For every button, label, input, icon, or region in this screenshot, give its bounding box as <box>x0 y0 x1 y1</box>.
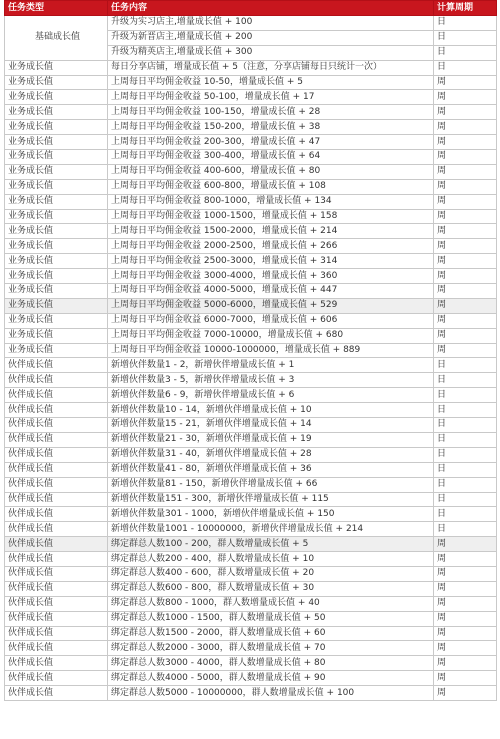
task-type-cell: 伙伴成长值 <box>5 477 108 492</box>
task-type-cell: 业务成长值 <box>5 75 108 90</box>
task-content-cell: 新增伙伴数量1001 - 10000000，新增伙伴增量成长值 + 214 <box>108 522 434 537</box>
task-type-cell: 伙伴成长值 <box>5 447 108 462</box>
period-cell: 周 <box>434 581 497 596</box>
period-cell: 周 <box>434 105 497 120</box>
period-cell: 日 <box>434 462 497 477</box>
table-row <box>5 284 497 299</box>
task-type-cell: 业务成长值 <box>5 90 108 105</box>
table-row <box>5 492 497 507</box>
period-cell: 周 <box>434 611 497 626</box>
task-type-cell: 伙伴成长值 <box>5 581 108 596</box>
period-cell: 周 <box>434 164 497 179</box>
task-type-cell: 伙伴成长值 <box>5 537 108 552</box>
table-row <box>5 179 497 194</box>
table-row <box>5 194 497 209</box>
task-content-cell: 上周每日平均佣金收益 400-600，增量成长值 + 80 <box>108 164 434 179</box>
task-content-cell: 绑定群总人数600 - 800，群人数增量成长值 + 30 <box>108 581 434 596</box>
task-content-cell: 新增伙伴数量81 - 150，新增伙伴增量成长值 + 66 <box>108 477 434 492</box>
task-type-cell: 伙伴成长值 <box>5 626 108 641</box>
task-type-cell: 伙伴成长值 <box>5 596 108 611</box>
task-type-cell: 业务成长值 <box>5 239 108 254</box>
task-type-cell: 业务成长值 <box>5 224 108 239</box>
task-content-cell: 上周每日平均佣金收益 100-150，增量成长值 + 28 <box>108 105 434 120</box>
table-row <box>5 641 497 656</box>
task-type-cell: 伙伴成长值 <box>5 432 108 447</box>
task-content-cell: 上周每日平均佣金收益 2500-3000，增量成长值 + 314 <box>108 254 434 269</box>
table-row <box>5 566 497 581</box>
table-body <box>5 16 497 701</box>
task-content-cell: 绑定群总人数400 - 600，群人数增量成长值 + 20 <box>108 566 434 581</box>
table-row <box>5 388 497 403</box>
period-cell: 周 <box>434 224 497 239</box>
task-content-cell: 绑定群总人数1500 - 2000，群人数增量成长值 + 60 <box>108 626 434 641</box>
period-cell: 周 <box>434 626 497 641</box>
table-row <box>5 343 497 358</box>
task-type-cell: 业务成长值 <box>5 120 108 135</box>
task-content-cell: 上周每日平均佣金收益 1000-1500，增量成长值 + 158 <box>108 209 434 224</box>
task-content-cell: 绑定群总人数1000 - 1500，群人数增量成长值 + 50 <box>108 611 434 626</box>
table-row <box>5 150 497 165</box>
task-content-cell: 上周每日平均佣金收益 50-100，增量成长值 + 17 <box>108 90 434 105</box>
period-cell: 周 <box>434 656 497 671</box>
task-content-cell: 上周每日平均佣金收益 3000-4000，增量成长值 + 360 <box>108 269 434 284</box>
task-type-cell: 伙伴成长值 <box>5 566 108 581</box>
period-cell: 周 <box>434 596 497 611</box>
table-row <box>5 75 497 90</box>
period-cell: 周 <box>434 150 497 165</box>
task-content-cell: 新增伙伴数量10 - 14，新增伙伴增量成长值 + 10 <box>108 403 434 418</box>
task-type-cell: 伙伴成长值 <box>5 522 108 537</box>
table-row <box>5 209 497 224</box>
period-cell: 周 <box>434 269 497 284</box>
task-type-cell: 业务成长值 <box>5 328 108 343</box>
task-content-cell: 上周每日平均佣金收益 150-200，增量成长值 + 38 <box>108 120 434 135</box>
table-row <box>5 656 497 671</box>
task-content-cell: 新增伙伴数量41 - 80，新增伙伴增量成长值 + 36 <box>108 462 434 477</box>
task-type-cell: 业务成长值 <box>5 254 108 269</box>
task-type-cell: 业务成长值 <box>5 179 108 194</box>
period-cell: 周 <box>434 239 497 254</box>
task-type-cell: 业务成长值 <box>5 313 108 328</box>
period-cell: 周 <box>434 194 497 209</box>
task-type-cell: 伙伴成长值 <box>5 492 108 507</box>
period-cell: 日 <box>434 522 497 537</box>
period-cell: 日 <box>434 432 497 447</box>
task-type-cell: 伙伴成长值 <box>5 671 108 686</box>
task-content-cell: 绑定群总人数2000 - 3000，群人数增量成长值 + 70 <box>108 641 434 656</box>
table-row <box>5 16 497 31</box>
task-type-cell: 业务成长值 <box>5 209 108 224</box>
period-cell: 周 <box>434 537 497 552</box>
header-task-type: 任务类型 <box>5 1 108 16</box>
task-content-cell: 绑定群总人数4000 - 5000，群人数增量成长值 + 90 <box>108 671 434 686</box>
task-type-cell: 业务成长值 <box>5 284 108 299</box>
task-content-cell: 新增伙伴数量3 - 5，新增伙伴增量成长值 + 3 <box>108 373 434 388</box>
task-type-cell: 业务成长值 <box>5 269 108 284</box>
period-cell: 日 <box>434 492 497 507</box>
task-type-cell: 伙伴成长值 <box>5 656 108 671</box>
task-type-cell: 伙伴成长值 <box>5 418 108 433</box>
task-content-cell: 上周每日平均佣金收益 800-1000，增量成长值 + 134 <box>108 194 434 209</box>
task-type-cell: 业务成长值 <box>5 194 108 209</box>
task-content-cell: 上周每日平均佣金收益 5000-6000，增量成长值 + 529 <box>108 298 434 313</box>
period-cell: 日 <box>434 403 497 418</box>
period-cell: 周 <box>434 135 497 150</box>
table-row <box>5 581 497 596</box>
task-type-cell: 伙伴成长值 <box>5 373 108 388</box>
table-row <box>5 135 497 150</box>
header-task-content: 任务内容 <box>108 1 434 16</box>
task-type-cell: 伙伴成长值 <box>5 641 108 656</box>
table-row <box>5 224 497 239</box>
table-row <box>5 60 497 75</box>
task-type-cell: 业务成长值 <box>5 135 108 150</box>
task-content-cell: 新增伙伴数量6 - 9，新增伙伴增量成长值 + 6 <box>108 388 434 403</box>
table-row <box>5 269 497 284</box>
table-row <box>5 90 497 105</box>
task-type-cell: 伙伴成长值 <box>5 388 108 403</box>
period-cell: 周 <box>434 552 497 567</box>
task-content-cell: 升级为实习店主,增量成长值 + 100 <box>108 16 434 31</box>
table-row <box>5 611 497 626</box>
period-cell: 日 <box>434 16 497 31</box>
basic-growth-type-cell: 基础成长值 <box>5 16 108 61</box>
table-row <box>5 671 497 686</box>
task-type-cell: 业务成长值 <box>5 60 108 75</box>
task-type-cell: 业务成长值 <box>5 164 108 179</box>
period-cell: 周 <box>434 641 497 656</box>
table-row <box>5 313 497 328</box>
table-row <box>5 358 497 373</box>
task-content-cell: 新增伙伴数量301 - 1000，新增伙伴增量成长值 + 150 <box>108 507 434 522</box>
task-content-cell: 升级为精英店主,增量成长值 + 300 <box>108 45 434 60</box>
task-type-cell: 伙伴成长值 <box>5 507 108 522</box>
task-content-cell: 绑定群总人数5000 - 10000000，群人数增量成长值 + 100 <box>108 686 434 701</box>
period-cell: 日 <box>434 373 497 388</box>
task-type-cell: 伙伴成长值 <box>5 403 108 418</box>
task-content-cell: 上周每日平均佣金收益 300-400，增量成长值 + 64 <box>108 150 434 165</box>
table-row <box>5 164 497 179</box>
task-content-cell: 绑定群总人数100 - 200，群人数增量成长值 + 5 <box>108 537 434 552</box>
task-type-cell: 业务成长值 <box>5 105 108 120</box>
task-content-cell: 上周每日平均佣金收益 6000-7000，增量成长值 + 606 <box>108 313 434 328</box>
table-row <box>5 537 497 552</box>
table-header-row <box>5 1 497 16</box>
period-cell: 周 <box>434 284 497 299</box>
table-row <box>5 447 497 462</box>
period-cell: 周 <box>434 75 497 90</box>
table-row <box>5 596 497 611</box>
period-cell: 周 <box>434 254 497 269</box>
period-cell: 周 <box>434 298 497 313</box>
table-row <box>5 254 497 269</box>
period-cell: 周 <box>434 566 497 581</box>
growth-task-table <box>4 0 497 701</box>
table-row <box>5 522 497 537</box>
period-cell: 周 <box>434 686 497 701</box>
task-type-cell: 业务成长值 <box>5 298 108 313</box>
period-cell: 日 <box>434 477 497 492</box>
task-content-cell: 新增伙伴数量151 - 300，新增伙伴增量成长值 + 115 <box>108 492 434 507</box>
period-cell: 日 <box>434 45 497 60</box>
period-cell: 周 <box>434 120 497 135</box>
period-cell: 日 <box>434 358 497 373</box>
task-type-cell: 业务成长值 <box>5 150 108 165</box>
task-content-cell: 新增伙伴数量31 - 40，新增伙伴增量成长值 + 28 <box>108 447 434 462</box>
period-cell: 日 <box>434 507 497 522</box>
table-row <box>5 403 497 418</box>
task-content-cell: 每日分享店铺，增量成长值 + 5（注意，分享店铺每日只统计一次） <box>108 60 434 75</box>
header-period: 计算周期 <box>434 1 497 16</box>
task-type-cell: 伙伴成长值 <box>5 686 108 701</box>
task-type-cell: 伙伴成长值 <box>5 358 108 373</box>
task-content-cell: 新增伙伴数量21 - 30，新增伙伴增量成长值 + 19 <box>108 432 434 447</box>
table-row <box>5 686 497 701</box>
period-cell: 周 <box>434 671 497 686</box>
task-content-cell: 上周每日平均佣金收益 7000-10000，增量成长值 + 680 <box>108 328 434 343</box>
task-content-cell: 上周每日平均佣金收益 10000-1000000，增量成长值 + 889 <box>108 343 434 358</box>
table-row <box>5 120 497 135</box>
table-row <box>5 105 497 120</box>
period-cell: 周 <box>434 328 497 343</box>
task-type-cell: 伙伴成长值 <box>5 611 108 626</box>
period-cell: 日 <box>434 388 497 403</box>
task-content-cell: 上周每日平均佣金收益 1500-2000，增量成长值 + 214 <box>108 224 434 239</box>
task-content-cell: 绑定群总人数3000 - 4000，群人数增量成长值 + 80 <box>108 656 434 671</box>
task-content-cell: 上周每日平均佣金收益 200-300，增量成长值 + 47 <box>108 135 434 150</box>
period-cell: 周 <box>434 179 497 194</box>
table-row <box>5 239 497 254</box>
table-row <box>5 373 497 388</box>
table-row <box>5 462 497 477</box>
period-cell: 日 <box>434 418 497 433</box>
table-row <box>5 432 497 447</box>
table-row <box>5 626 497 641</box>
task-content-cell: 绑定群总人数800 - 1000，群人数增量成长值 + 40 <box>108 596 434 611</box>
period-cell: 日 <box>434 30 497 45</box>
task-content-cell: 新增伙伴数量15 - 21，新增伙伴增量成长值 + 14 <box>108 418 434 433</box>
table-row <box>5 477 497 492</box>
task-content-cell: 绑定群总人数200 - 400，群人数增量成长值 + 10 <box>108 552 434 567</box>
task-content-cell: 上周每日平均佣金收益 2000-2500，增量成长值 + 266 <box>108 239 434 254</box>
table-row <box>5 552 497 567</box>
task-type-cell: 业务成长值 <box>5 343 108 358</box>
table-row <box>5 507 497 522</box>
task-content-cell: 上周每日平均佣金收益 10-50，增量成长值 + 5 <box>108 75 434 90</box>
period-cell: 日 <box>434 60 497 75</box>
table-row <box>5 328 497 343</box>
table-row <box>5 418 497 433</box>
task-content-cell: 上周每日平均佣金收益 4000-5000，增量成长值 + 447 <box>108 284 434 299</box>
period-cell: 日 <box>434 447 497 462</box>
period-cell: 周 <box>434 313 497 328</box>
task-type-cell: 伙伴成长值 <box>5 462 108 477</box>
table-row <box>5 298 497 313</box>
period-cell: 周 <box>434 343 497 358</box>
task-type-cell: 伙伴成长值 <box>5 552 108 567</box>
period-cell: 周 <box>434 90 497 105</box>
task-content-cell: 升级为新晋店主,增量成长值 + 200 <box>108 30 434 45</box>
period-cell: 周 <box>434 209 497 224</box>
task-content-cell: 上周每日平均佣金收益 600-800，增量成长值 + 108 <box>108 179 434 194</box>
task-content-cell: 新增伙伴数量1 - 2，新增伙伴增量成长值 + 1 <box>108 358 434 373</box>
